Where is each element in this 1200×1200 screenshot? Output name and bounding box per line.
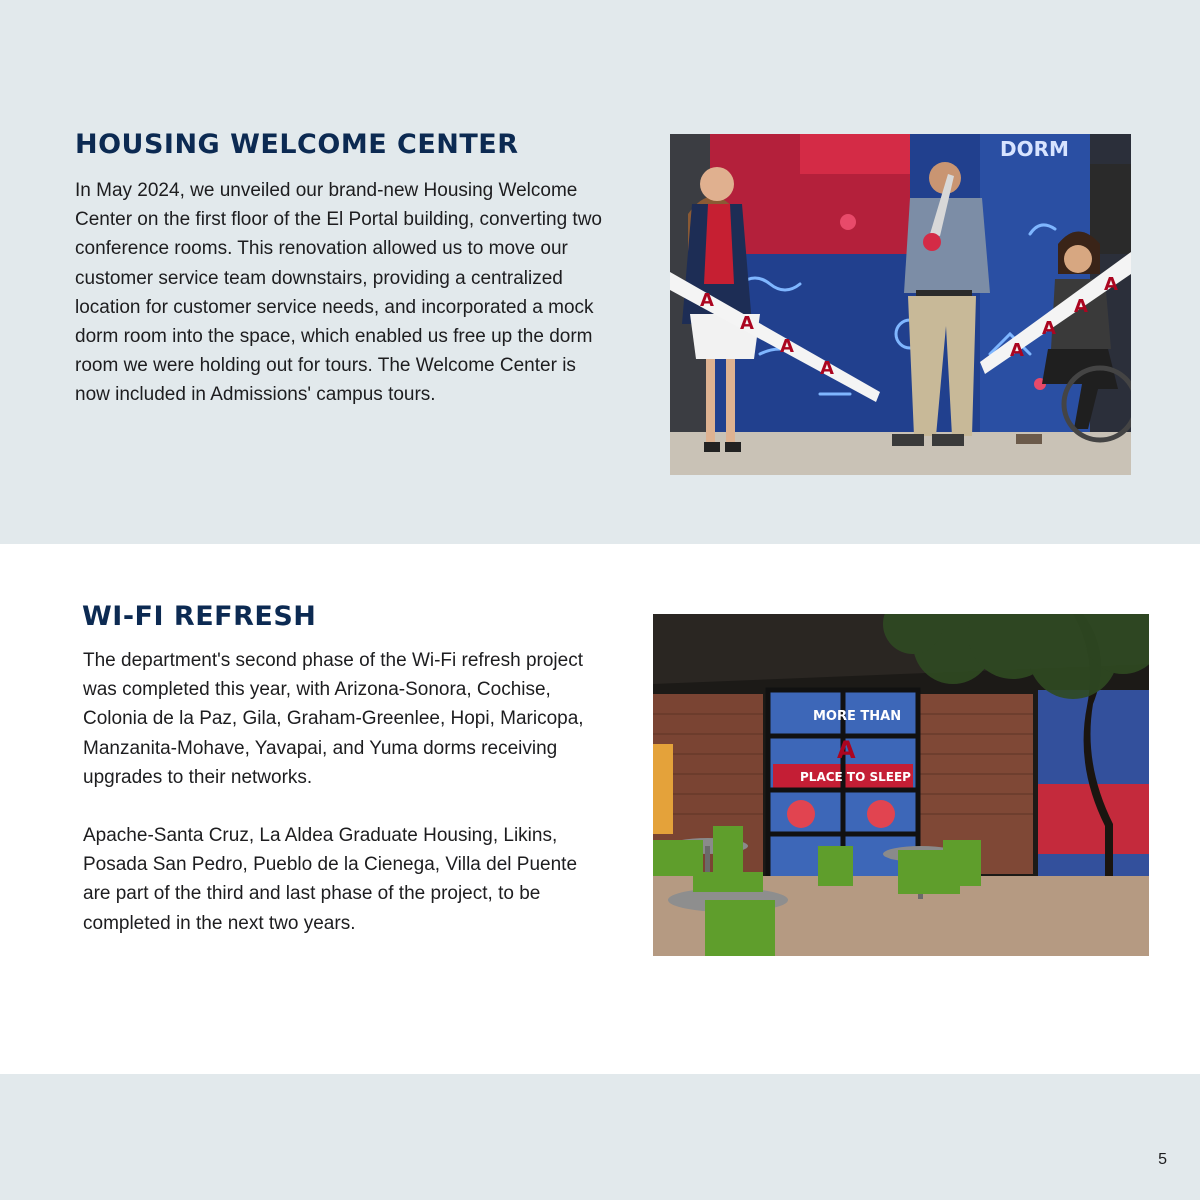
ribbon-logo-6: A [1042, 318, 1056, 339]
wifi-body-1: The department's second phase of the Wi-Fi refresh project was completed this year, with Arizona-Sonora, Cochise, Colonia de la Paz, Gila, Graham-Greenlee, Hopi, Maricopa, Manzanita-Mohave, Yavapai, and Yuma dorms receiving upgrades to their networks. [83, 650, 584, 788]
ribbon-logo-4: A [820, 358, 834, 379]
sign-place-to-sleep: PLACE TO SLEEP [800, 770, 911, 784]
sign-more-than: MORE THAN [813, 709, 902, 724]
ribbon-logo-3: A [780, 336, 794, 357]
ribbon-logo-5: A [1010, 340, 1024, 361]
bottom-band [0, 1074, 1200, 1200]
housing-heading: HOUSING WELCOME CENTER [75, 129, 519, 160]
courtyard-photo [653, 614, 1149, 956]
ribbon-logo-2: A [740, 313, 754, 334]
ribbon-logo-7: A [1074, 296, 1088, 317]
page-number: 5 [1158, 1151, 1167, 1168]
wifi-body-2: Apache-Santa Cruz, La Aldea Graduate Housing, Likins, Posada San Pedro, Pueblo de la Cienega, Villa del Puente are part of the third and last phase of the project, to be completed in the next two years. [83, 825, 578, 934]
ribbon-cutting-photo [670, 134, 1131, 475]
wifi-heading: WI-FI REFRESH [82, 601, 317, 632]
sign-logo: A [837, 736, 856, 764]
ribbon-logo-8: A [1104, 274, 1118, 295]
housing-body: In May 2024, we unveiled our brand-new Housing Welcome Center on the first floor of the El Portal building, converting two conference rooms. This renovation allowed us to move our customer service team downstairs, providing a centralized location for customer service needs, and incorporated a mock dorm room into the space, which enabled us free up the dorm room we were holding out for tours. The Welcome Center is now included in Admissions' campus tours. [75, 180, 602, 406]
mural-dorm-text: DORM [1000, 137, 1069, 161]
ribbon-logo-1: A [700, 290, 714, 311]
